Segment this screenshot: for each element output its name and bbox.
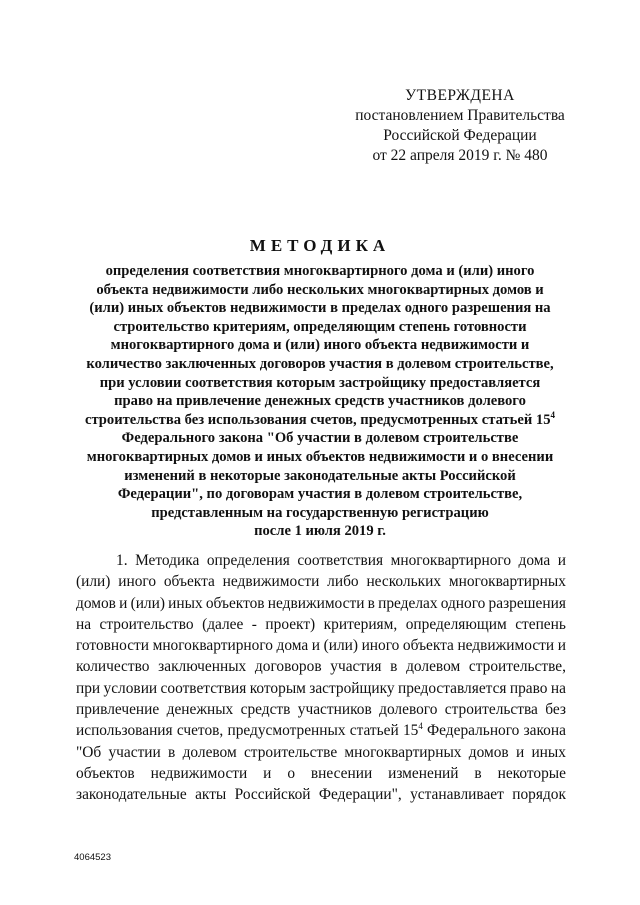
body-word: дома [518,552,551,569]
body-word: многоквартирных [448,573,566,591]
body-word: домов [76,594,116,612]
body-line [76,593,566,614]
body-word: в [474,764,482,782]
body-word: иных [531,743,566,761]
body-line-with-sup [76,720,566,741]
body-word: (или) [76,573,111,591]
body-line [76,656,566,677]
approval-stamp [330,86,590,166]
body-line [76,763,566,784]
body-word: средств [240,701,291,719]
subtitle-line: многоквартирного дома и (или) иного объекта недвижимости и [110,337,530,354]
body-word: Методика [135,552,200,569]
body-word: (или) [130,594,165,612]
body-word: определения [206,552,290,569]
subtitle-line: Федерации", по договорам участия в долевом строительстве, [117,486,523,503]
body-word: долевого [379,701,438,719]
body-word: объектов [205,594,265,612]
body-word: предусмотренных [227,722,346,740]
body-line [76,742,566,763]
body-superscript: 4 [418,721,423,732]
body-word: 1. [116,552,128,569]
subtitle-line: представленным на государственную регистрацию [151,504,489,521]
body-word: и [557,637,566,655]
body-word: соответствия [160,679,247,697]
body-word: разрешения [488,594,566,612]
body-word: объекта [163,573,215,591]
body-word: закона [523,722,566,740]
body-word: без [545,701,566,719]
body-word: многоквартирных [344,743,462,761]
body-word: счетов, [176,722,224,740]
body-word: долевом [182,743,237,761]
body-word: участников [297,701,372,719]
body-word: право [509,679,548,697]
subtitle-line: право на привлечение денежных средств участников долевого [114,393,526,410]
body-word: Федерального [427,722,520,740]
body-word: и [311,637,321,655]
body-word: изменений [388,764,459,782]
body-word: иных [168,594,203,612]
body-word: объекта [402,637,454,655]
approval-line-1: постановлением Правительства [355,107,565,124]
body-word: соответствия [297,552,384,569]
body-word: (далее [202,615,244,633]
body-word: в [168,743,176,761]
body-word: при [76,679,101,697]
body-word: пределах [378,594,438,612]
paragraph-1 [76,550,566,806]
subtitle-line: (или) иных объектов недвижимости в пределах одного разрешения на [89,300,551,317]
body-word: денежных [166,701,234,719]
body-word: "Об [76,743,102,761]
subtitle-line: объекта недвижимости либо нескольких многоквартирных домов и [96,281,544,298]
body-word: и [557,552,566,569]
body-word: строительстве [243,743,338,761]
body-word: многоквартирного [390,552,512,569]
subtitle-line: изменений в некоторые законодательные акты Российской [124,467,516,484]
document-title: МЕТОДИКА [249,236,391,255]
body-word: иного [361,637,400,655]
body-word: устанавливает [410,786,504,804]
body-line [76,614,566,635]
subtitle-line-with-sup [60,411,580,430]
body-line [76,784,566,805]
body-word: недвижимости [222,573,320,591]
document-subtitle [60,262,580,541]
body-word: порядок [512,786,566,804]
body-word: либо [327,573,359,591]
body-word: домов [468,743,509,761]
body-word: и [119,594,128,612]
body-word: застройщику [309,679,395,697]
body-word: долевом [406,658,461,676]
body-word: и [515,743,525,761]
body-word: готовности [76,637,150,655]
body-word: договоров [254,658,322,676]
body-word: одного [440,594,486,612]
body-line [76,699,566,720]
body-word: участии [108,743,161,761]
subtitle-superscript: 4 [550,409,556,420]
body-word: нескольких [366,573,442,591]
document-code: 4064523 [74,852,111,863]
body-word: о [287,764,296,782]
body-word: заключенных [158,658,247,676]
body-line [76,571,566,592]
subtitle-line: определения соответствия многоквартирного дома и (или) иного [105,263,535,279]
body-word: проект) [265,615,316,633]
body-word: количество [76,658,150,676]
body-word: $15^4$ [402,721,423,740]
body-word: объектов [76,764,135,782]
body-line [76,635,566,656]
body-word: критериям, [323,615,398,633]
subtitle-line-text: строительства без использования счетов, предусмотренных статьей 15 [84,411,551,428]
body-word: дома [276,637,309,655]
body-word: привлечение [76,701,160,719]
body-word: на [550,679,566,697]
body-word: строительстве, [468,658,566,676]
approval-line-3: от 22 апреля 2019 г. № 480 [372,147,548,164]
body-word: строительство [99,615,194,633]
subtitle-line: количество заключенных договоров участия в долевом строительстве, [86,355,554,372]
body-word: Российской [234,786,311,804]
body-word: участия [330,658,382,676]
approval-heading: УТВЕРЖДЕНА [405,87,515,104]
body-word: (или) [323,637,358,655]
body-word: строительства [444,701,538,719]
body-word: - [251,615,257,633]
body-word: акты [195,786,227,804]
body-line [76,678,566,699]
subtitle-line: при условии соответствия которым застройщику предоставляется [99,374,541,391]
body-word: в [367,594,375,612]
body-word: степень [515,615,566,633]
approval-line-2: Российской Федерации [383,127,537,144]
body-word: которым [249,679,306,697]
body-line [76,550,566,571]
body-word: на [76,615,92,633]
body-word: законодательные [76,786,187,804]
body-word: условии [103,679,158,697]
body-word: и [263,764,272,782]
subtitle-line: многоквартирных домов и иных объектов недвижимости и о внесении [86,448,554,465]
body-word: некоторые [497,764,566,782]
body-word: в [390,658,398,676]
body-word: статьей [349,722,399,740]
body-word: предоставляется [397,679,507,697]
body-word: внесении [310,764,373,782]
body-word: определяющим [405,615,507,633]
body-word: Федерации", [318,786,402,804]
body-word: недвижимости [150,764,248,782]
body-word: многоквартирного [152,637,273,655]
body-word: иного [118,573,157,591]
body-word: недвижимости [457,637,555,655]
body-word: использования [76,722,173,740]
subtitle-line: Федерального закона "Об участии в долевом строительстве [121,430,519,447]
subtitle-line: строительство критериям, определяющим степень готовности [113,318,527,335]
body-word: недвижимости [267,594,365,612]
subtitle-line: после 1 июля 2019 г. [254,523,386,540]
